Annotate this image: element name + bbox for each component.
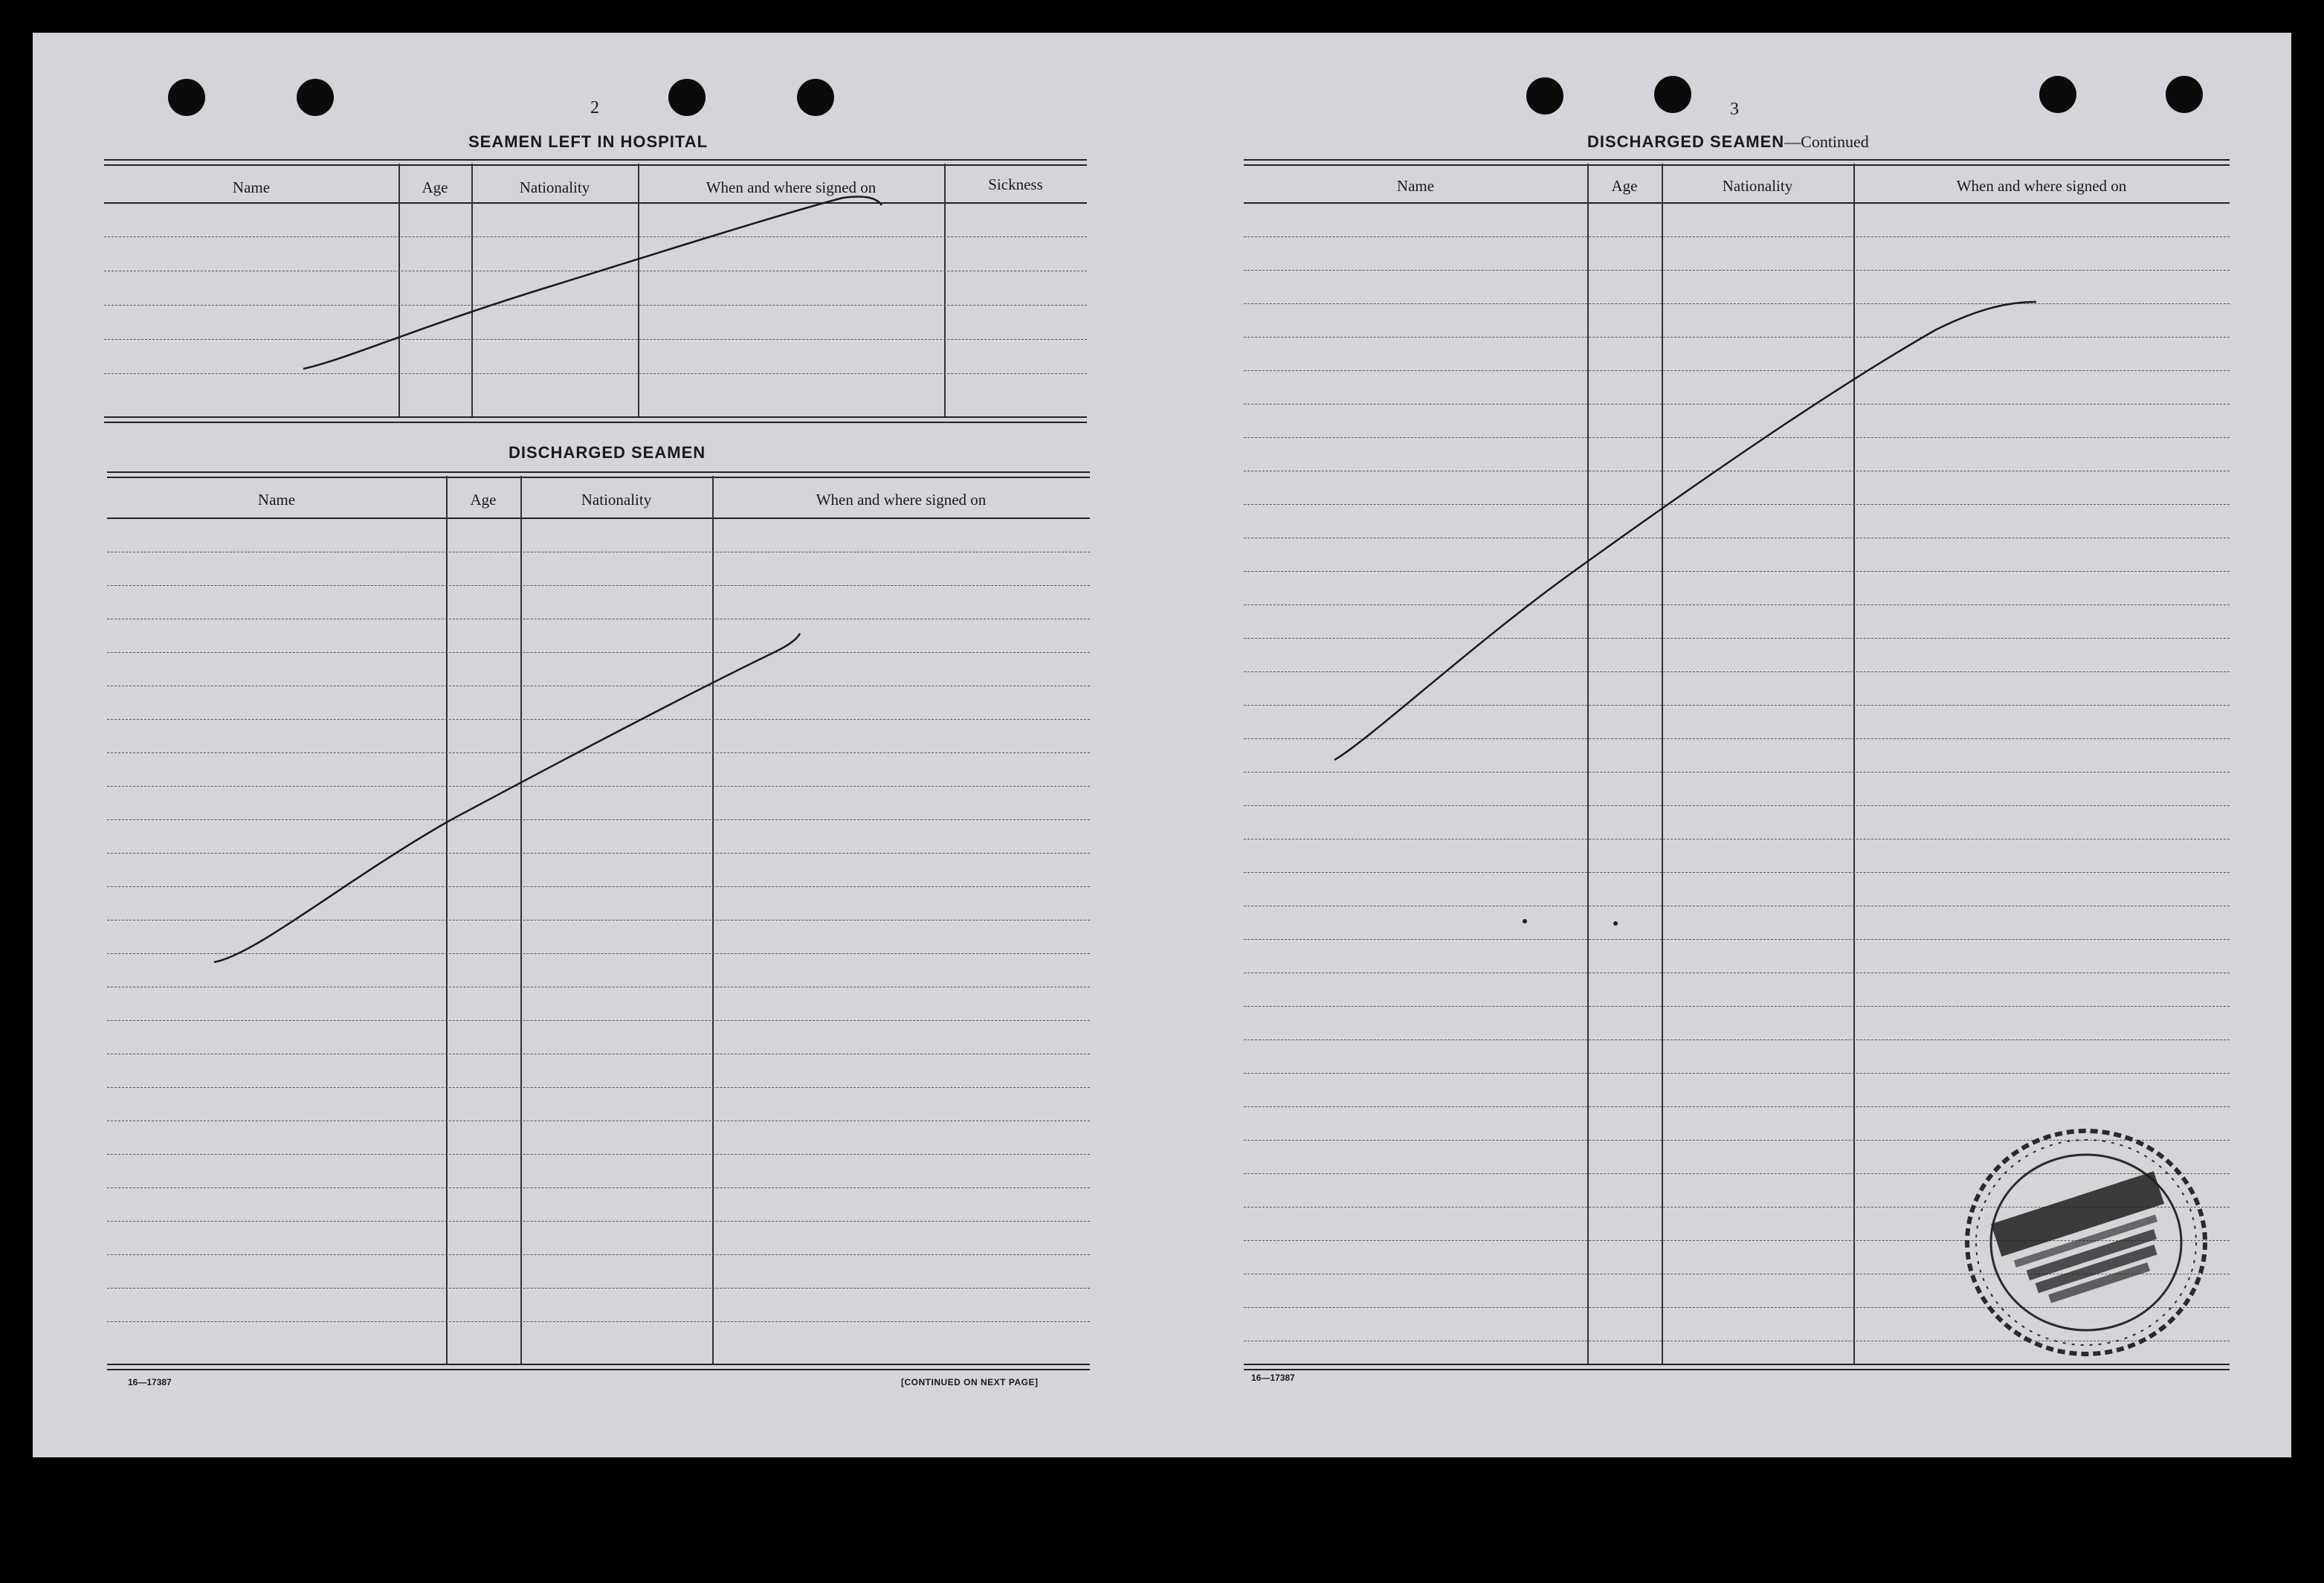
column-header: Name [257,491,296,509]
column-header: Name [232,178,271,196]
column-header: Nationality [1722,177,1793,195]
left-page [33,33,1162,1457]
column-header: When and where signed on [816,491,987,509]
column-header: Age [470,491,497,509]
section-title-discharged: DISCHARGED SEAMEN [509,443,706,462]
section-title-text: DISCHARGED SEAMEN [1587,132,1785,151]
column-header: Nationality [581,491,652,509]
section-title-suffix: —Continued [1784,132,1869,151]
column-header: Nationality [519,178,590,196]
form-number: 16—17387 [128,1377,172,1387]
column-header: Age [422,178,448,196]
column-header: Age [1611,177,1638,195]
section-title-hospital: SEAMEN LEFT IN HOSPITAL [468,132,709,151]
page-number: 2 [590,98,599,117]
received-stamp [1952,1112,2220,1373]
column-header: Sickness [988,175,1043,193]
form-number: 16—17387 [1251,1373,1295,1383]
column-header: When and where signed on [1956,177,2127,195]
column-header: When and where signed on [706,178,877,196]
page-number: 3 [1730,100,1739,119]
column-header: Name [1396,177,1435,195]
cancel-stroke [33,33,1162,1457]
document-sheet [33,33,2291,1457]
continued-note: [CONTINUED ON NEXT PAGE] [901,1377,1039,1387]
